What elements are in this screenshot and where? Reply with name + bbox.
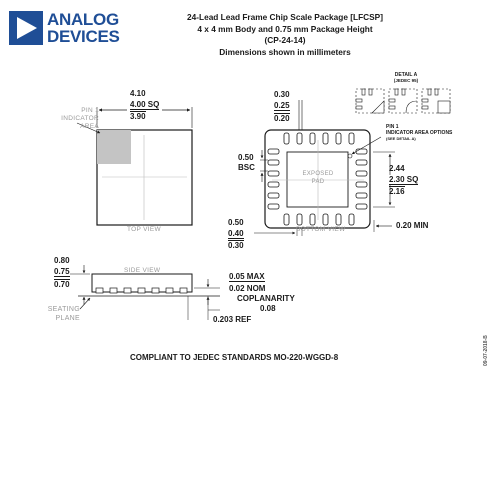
lead-w-max: 0.50 bbox=[228, 218, 244, 227]
pin1-options-label: PIN 1 INDICATOR AREA OPTIONS (SEE DETAIL A) bbox=[386, 124, 453, 141]
document-id: 09-07-2018-B bbox=[483, 335, 489, 366]
pad-len-nom: 0.25 bbox=[274, 101, 290, 110]
detail-a-title: DETAIL A (JEDEC 95) bbox=[393, 72, 419, 83]
bottom-view-label: BOTTOM VIEW bbox=[296, 226, 346, 233]
top-dim-min: 3.90 bbox=[130, 112, 146, 121]
coplanarity-value: 0.08 bbox=[260, 304, 276, 313]
pin1-indicator-label: PIN 1 INDICATOR AREA bbox=[61, 107, 99, 130]
exposed-pad-label: EXPOSED PAD bbox=[302, 171, 334, 185]
epad-nom: 2.30 SQ bbox=[389, 175, 419, 184]
epad-min: 2.16 bbox=[389, 187, 405, 196]
title-line-1: 24-Lead Lead Frame Chip Scale Package [LFCSP] bbox=[187, 12, 383, 22]
title-line-2: 4 x 4 mm Body and 0.75 mm Package Height bbox=[197, 23, 373, 34]
height-max: 0.80 bbox=[54, 256, 70, 265]
lead-w-nom: 0.40 bbox=[228, 229, 244, 238]
epad-max: 2.44 bbox=[389, 164, 405, 173]
title-line-3: (CP-24-14) bbox=[264, 35, 306, 45]
logo-line-1: ANALOG bbox=[47, 10, 119, 29]
min-clearance: 0.20 MIN bbox=[396, 221, 429, 230]
detail-a-options bbox=[356, 89, 450, 113]
pitch-value: 0.50 bbox=[238, 153, 254, 162]
ref-dimension: 0.203 REF bbox=[213, 315, 252, 324]
side-view-label: SIDE VIEW bbox=[124, 267, 161, 274]
title-line-4: Dimensions shown in millimeters bbox=[219, 46, 351, 57]
pitch-bsc: BSC bbox=[238, 163, 255, 172]
pad-len-min: 0.20 bbox=[274, 114, 290, 123]
coplanarity-label: COPLANARITY bbox=[237, 294, 295, 303]
lead-w-min: 0.30 bbox=[228, 241, 244, 250]
height-min: 0.70 bbox=[54, 280, 70, 289]
standoff-nom: 0.02 NOM bbox=[229, 284, 266, 293]
pad-len-max: 0.30 bbox=[274, 90, 290, 99]
top-dim-nom: 4.00 SQ bbox=[130, 100, 160, 109]
jedec-compliance-note: COMPLIANT TO JEDEC STANDARDS MO-220-WGGD-8 bbox=[130, 353, 339, 362]
standoff-max: 0.05 MAX bbox=[229, 272, 265, 281]
height-nom: 0.75 bbox=[54, 267, 70, 276]
logo-line-2: DEVICES bbox=[47, 27, 120, 46]
pin1-indicator-area bbox=[97, 130, 131, 164]
top-view-label: TOP VIEW bbox=[127, 226, 161, 233]
seating-plane-label: SEATING PLANE bbox=[47, 306, 80, 322]
top-dim-max: 4.10 bbox=[130, 89, 146, 98]
